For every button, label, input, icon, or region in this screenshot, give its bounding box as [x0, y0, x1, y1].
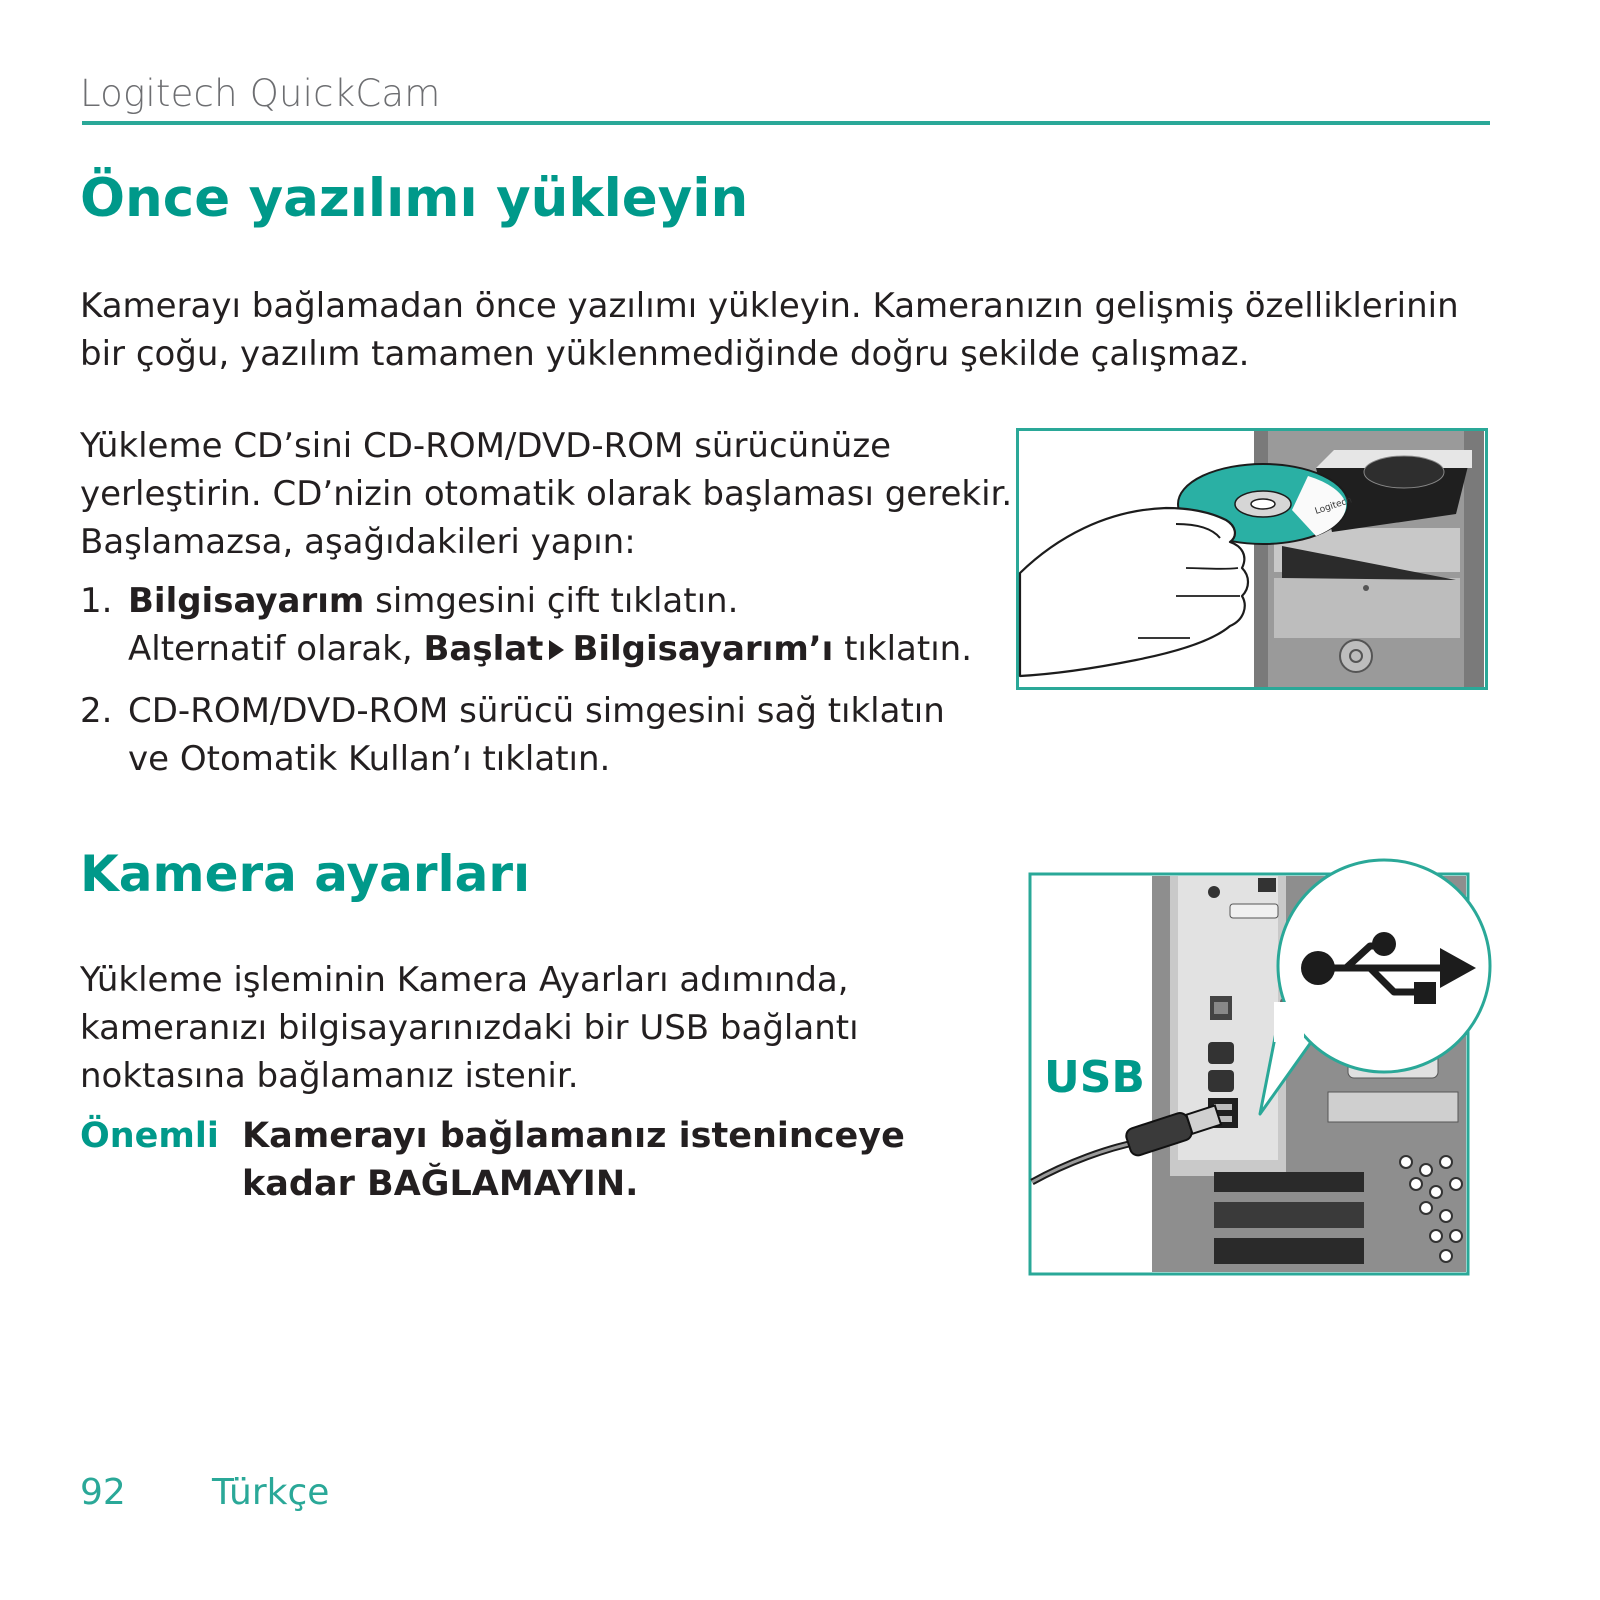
triangle-arrow-icon — [549, 640, 564, 660]
step-number: 2. — [80, 691, 113, 731]
step-number: 1. — [80, 581, 113, 621]
intro-line-1: Kamerayı bağlamadan önce yazılımı yükleyin. Kameranızın gelişmiş özelliklerinin — [80, 286, 1459, 326]
step-1-bold-computer-2: Bilgisayarım’ı — [572, 629, 834, 669]
step-1-line-1 — [128, 577, 1000, 625]
important-line-2: kadar BAĞLAMAYIN. — [242, 1164, 639, 1204]
step-1-bold-start: Başlat — [423, 629, 544, 669]
step-1-bold-computer: Bilgisayarım — [128, 581, 365, 621]
step-2 — [80, 687, 1000, 783]
header-rule — [82, 121, 1490, 125]
important-line-1: Kamerayı bağlamanız isteninceye — [242, 1116, 905, 1156]
cd-label-text: Logitech — [1313, 495, 1354, 517]
usb-label: USB — [1044, 1052, 1145, 1103]
steps-list — [80, 577, 1000, 797]
important-text — [242, 1112, 962, 1208]
step-1-line-2 — [128, 625, 1000, 673]
cd-line-2: yerleştirin. CD’nizin otomatik olarak başlaması gerekir. — [80, 474, 1013, 514]
camera-paragraph — [80, 956, 980, 1100]
camera-line-2: kameranızı bilgisayarınızdaki bir USB bağlantı — [80, 1008, 859, 1048]
usb-connect-illustration — [1028, 852, 1500, 1278]
step-2-line-1: CD-ROM/DVD-ROM sürücü simgesini sağ tıklatın — [128, 691, 945, 731]
step-1-text-a: simgesini çift tıklatın. — [364, 581, 739, 621]
step-1 — [80, 577, 1000, 673]
intro-paragraph — [80, 282, 1500, 378]
footer-language: Türkçe — [212, 1472, 330, 1513]
header-title: Logitech QuickCam — [80, 72, 441, 115]
page-number: 92 — [80, 1472, 126, 1513]
cd-line-3: Başlamazsa, aşağıdakileri yapın: — [80, 522, 636, 562]
cd-paragraph — [80, 422, 1020, 566]
intro-line-2: bir çoğu, yazılım tamamen yüklenmediğinde doğru şekilde çalışmaz. — [80, 334, 1250, 374]
camera-line-3: noktasına bağlamanız istenir. — [80, 1056, 579, 1096]
step-1-text-b: Alternatif olarak, — [128, 629, 424, 669]
section-heading-install: Önce yazılımı yükleyin — [80, 168, 749, 229]
section-heading-camera-settings: Kamera ayarları — [80, 845, 531, 903]
cd-line-1: Yükleme CD’sini CD-ROM/DVD-ROM sürücünüze — [80, 426, 892, 466]
cd-insert-illustration — [1016, 428, 1488, 690]
step-2-line-2: ve Otomatik Kullan’ı tıklatın. — [128, 739, 611, 779]
camera-line-1: Yükleme işleminin Kamera Ayarları adımında, — [80, 960, 849, 1000]
step-1-text-c: tıklatın. — [833, 629, 973, 669]
important-label: Önemli — [80, 1116, 219, 1156]
